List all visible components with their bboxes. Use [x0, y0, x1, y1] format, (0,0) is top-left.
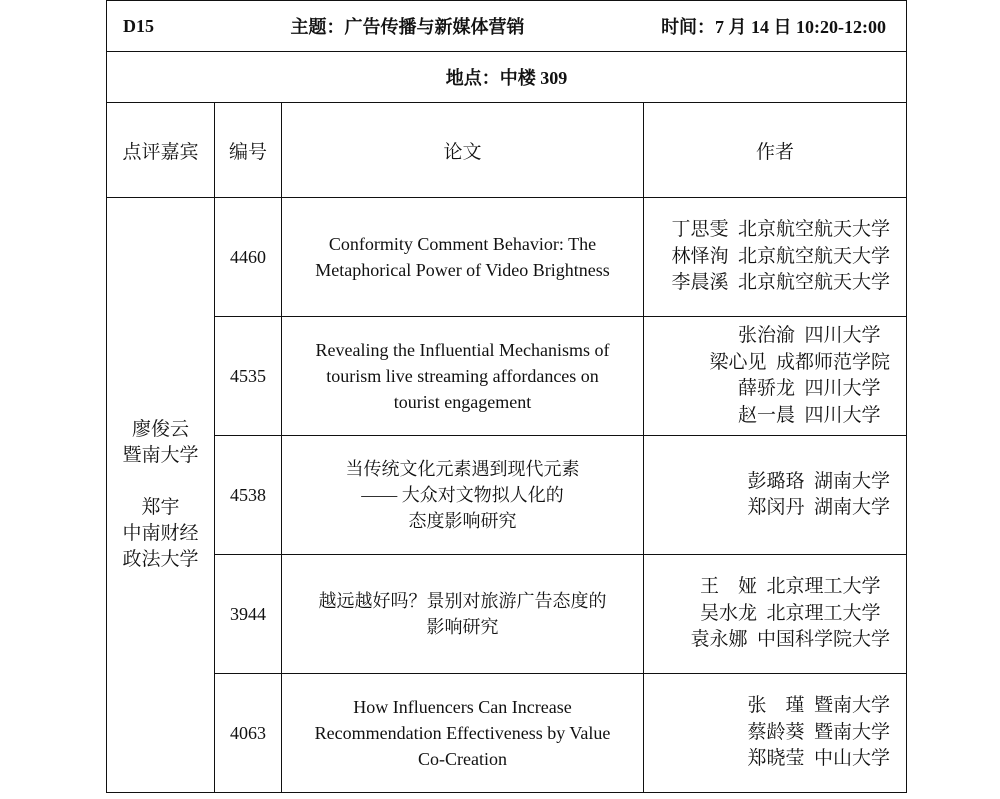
session-theme: 主题：广告传播与新媒体营销: [290, 17, 525, 37]
paper-title-line: Revealing the Influential Mechanisms of: [315, 340, 610, 360]
paper-title-line: 越远越好吗？景别对旅游广告态度的: [318, 591, 607, 611]
paper-title: [282, 317, 644, 436]
paper-title-line: 当传统文化元素遇到现代元素: [345, 459, 580, 479]
paper-title: [282, 555, 644, 674]
paper-authors: [644, 674, 907, 793]
judges-cell: [107, 198, 215, 793]
column-header-paper: 论文: [282, 103, 644, 198]
paper-title: [282, 674, 644, 793]
paper-title-line: tourism live streaming affordances on: [326, 366, 599, 386]
column-header-authors: 作者: [644, 103, 907, 198]
author-entry: 张 瑾 暨南大学: [747, 695, 891, 717]
author-entry: 林怿洵 北京航空航天大学: [671, 245, 891, 267]
column-header-id: 编号: [215, 103, 282, 198]
paper-id: 3944: [215, 555, 282, 674]
paper-title-line: Metaphorical Power of Video Brightness: [315, 260, 610, 280]
paper-title-line: How Influencers Can Increase: [353, 697, 572, 717]
paper-title-line: Conformity Comment Behavior: The: [328, 234, 597, 254]
judge-affiliation: 中南财经: [122, 523, 199, 544]
session-code: D15: [123, 15, 154, 36]
judge-name: 廖俊云: [131, 419, 189, 440]
paper-authors: [644, 317, 907, 436]
paper-authors: [644, 555, 907, 674]
judge-name: 郑宇: [141, 497, 180, 518]
author-entry: 张治渝 四川大学: [738, 325, 891, 346]
paper-authors: [644, 436, 907, 555]
paper-title-line: 影响研究: [426, 617, 499, 637]
author-entry: 丁思雯 北京航空航天大学: [671, 219, 891, 241]
session-header: [107, 13, 906, 39]
schedule-sheet: [106, 0, 906, 799]
paper-id: 4460: [215, 198, 282, 317]
author-entry: 彭璐珞 湖南大学: [747, 470, 891, 492]
paper-title: [282, 436, 644, 555]
table-row: [107, 317, 907, 436]
paper-title-line: —— 大众对文物拟人化的: [361, 485, 564, 505]
author-entry: 赵一晨 四川大学: [738, 404, 891, 426]
table-row: [107, 555, 907, 674]
author-entry: 薛骄龙 四川大学: [738, 378, 891, 399]
paper-authors: [644, 198, 907, 317]
paper-title-line: 态度影响研究: [408, 511, 517, 531]
paper-id: 4538: [215, 436, 282, 555]
author-entry: 吴水龙 北京理工大学: [700, 602, 891, 624]
author-entry: 袁永娜 中国科学院大学: [690, 629, 891, 651]
session-table: [106, 0, 907, 793]
author-entry: 李晨溪 北京航空航天大学: [671, 272, 891, 294]
paper-title-line: tourist engagement: [393, 392, 532, 412]
session-header-row: [107, 1, 907, 52]
session-time: 时间：7 月 14 日 10:20-12:00: [661, 17, 887, 37]
author-entry: 王 娅 北京理工大学: [700, 576, 891, 598]
author-entry: 蔡龄葵 暨南大学: [747, 721, 891, 743]
paper-title: [282, 198, 644, 317]
paper-id: 4535: [215, 317, 282, 436]
judge-affiliation: 暨南大学: [122, 445, 199, 466]
paper-title-line: Co-Creation: [418, 749, 507, 769]
table-row: [107, 198, 907, 317]
session-venue-row: [107, 52, 907, 103]
session-venue: 地点：中楼 309: [107, 52, 907, 103]
paper-title-line: Recommendation Effectiveness by Value: [314, 723, 611, 743]
column-header-judge: 点评嘉宾: [107, 103, 215, 198]
author-entry: 郑闵丹 湖南大学: [747, 497, 891, 518]
paper-id: 4063: [215, 674, 282, 793]
column-header-row: [107, 103, 907, 198]
table-row: [107, 674, 907, 793]
table-row: [107, 436, 907, 555]
author-entry: 梁心见 成都师范学院: [709, 351, 891, 373]
judge-affiliation: 政法大学: [122, 549, 199, 570]
author-entry: 郑晓莹 中山大学: [747, 748, 891, 770]
